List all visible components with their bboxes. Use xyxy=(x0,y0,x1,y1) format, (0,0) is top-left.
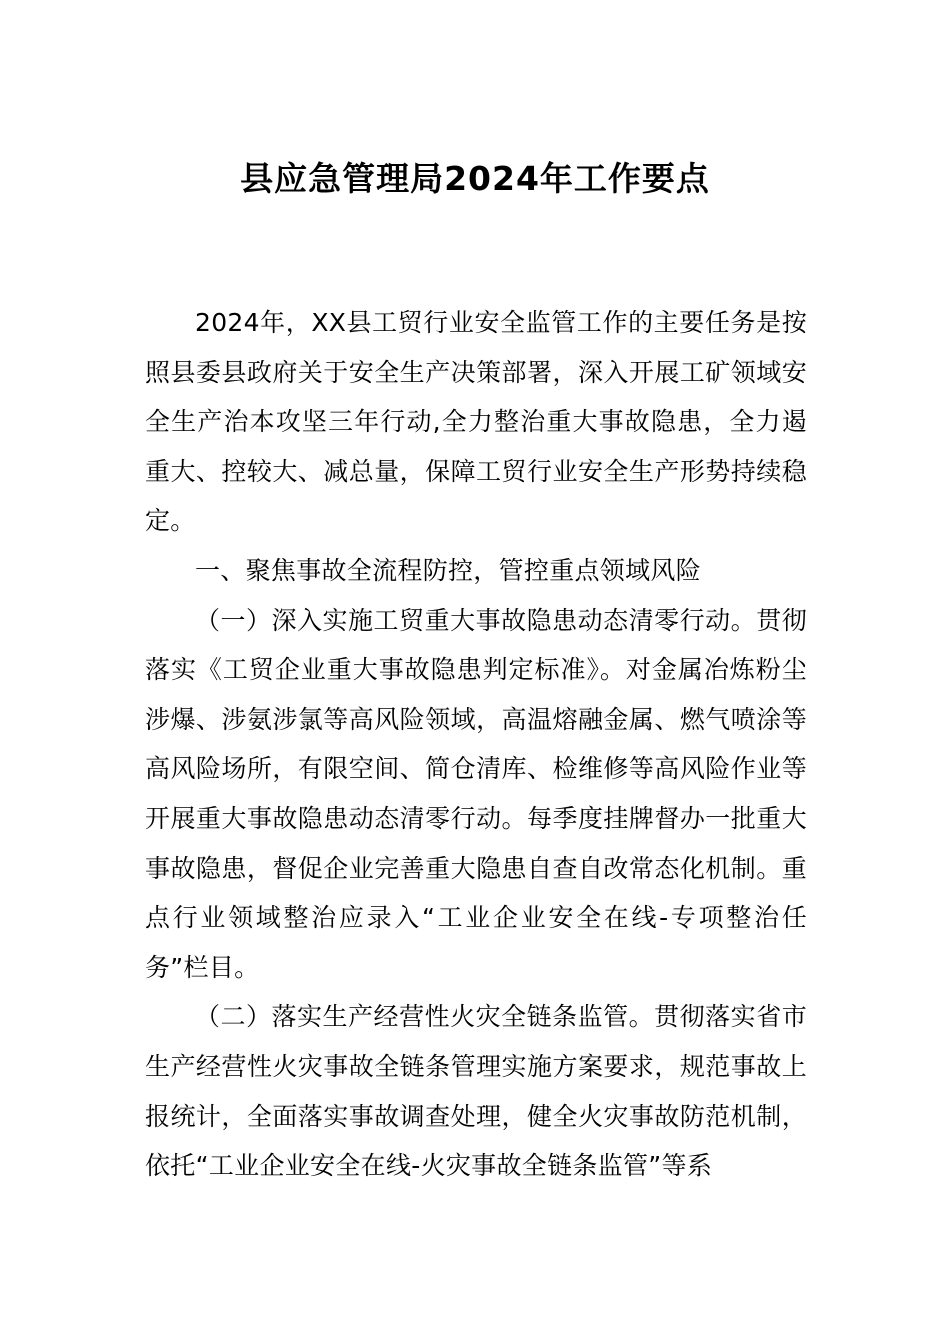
document-body xyxy=(145,298,807,1191)
item-paragraph-1: （一）深入实施工贸重大事故隐患动态清零行动。贯彻落实《工贸企业重大事故隐患判定标准》。对金属冶炼粉尘涉爆、涉氨涉氯等高风险领域，高温熔融金属、燃气喷涂等高风险场所，有限空间、简仓清库、检维修等高风险作业等开展重大事故隐患动态清零行动。每季度挂牌督办一批重大事故隐患，督促企业完善重大隐患自查自改常态化机制。重点行业领域整治应录入“工业企业安全在线-专项整治任务”栏目。 xyxy=(145,605,807,982)
intro-paragraph: 2024年，XX县工贸行业安全监管工作的主要任务是按照县委县政府关于安全生产决策部署，深入开展工矿领域安全生产治本攻坚三年行动,全力整治重大事故隐患，全力遏重大、控较大、减总量，保障工贸行业安全生产形势持续稳定。 xyxy=(145,308,807,536)
item-paragraph-2: （二）落实生产经营性火灾全链条监管。贯彻落实省市生产经营性火灾事故全链条管理实施方案要求，规范事故上报统计，全面落实事故调查处理，健全火灾事故防范机制，依托“工业企业安全在线-火灾事故全链条监管”等系 xyxy=(145,1002,807,1181)
section-heading-1: 一、聚焦事故全流程防控，管控重点领域风险 xyxy=(195,555,702,585)
document-title: 县应急管理局2024年工作要点 xyxy=(240,159,710,198)
